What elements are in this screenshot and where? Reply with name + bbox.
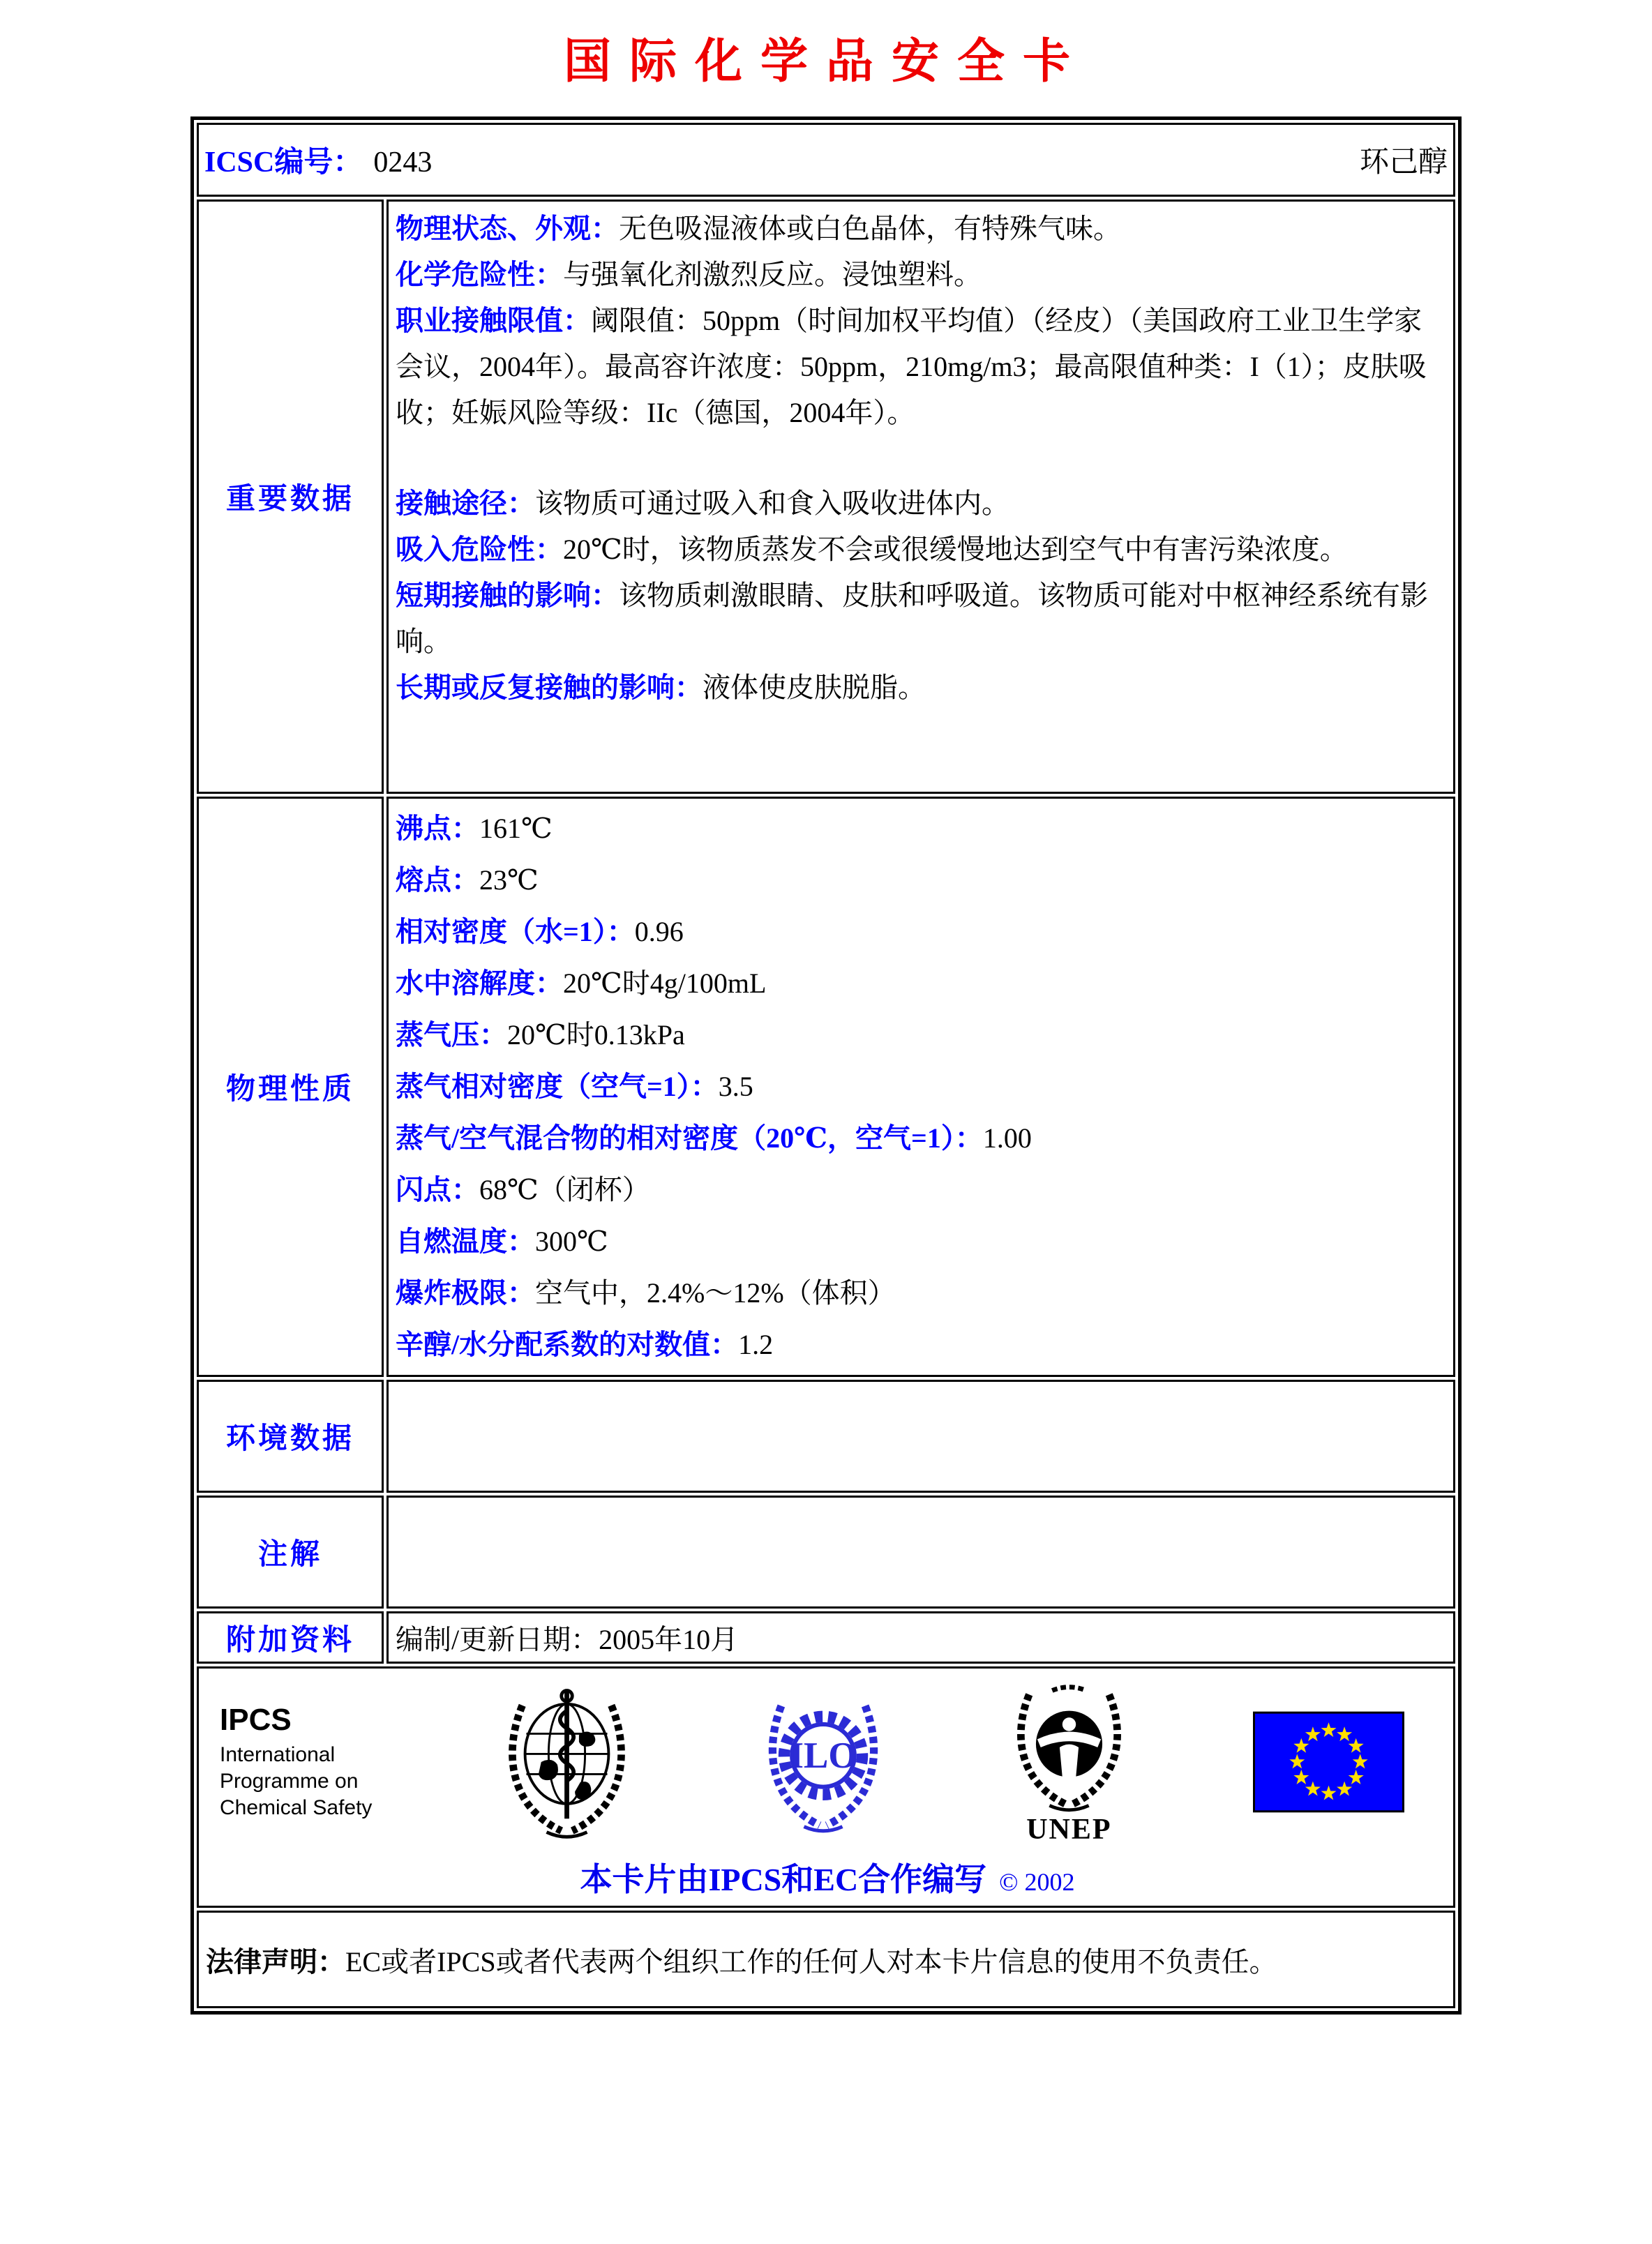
notes-content bbox=[386, 1496, 1455, 1609]
item-value: 阈限值：50ppm（时间加权平均值）（经皮）（美国政府工业卫生学家会议，2004年）。最高容许浓度：50ppm，210mg/m3；最高限值种类：I（1）；皮肤吸收；妊娠风险等级：IIc（德国，2004年）。 bbox=[396, 305, 1427, 428]
section-label-physical-properties: 物理性质 bbox=[197, 797, 384, 1377]
section-label-notes: 注解 bbox=[197, 1496, 384, 1609]
important-data-content bbox=[386, 199, 1455, 794]
logos-row bbox=[197, 1666, 1455, 1908]
unep-logo-icon bbox=[1012, 1678, 1127, 1846]
header-row bbox=[197, 123, 1455, 197]
header-cell bbox=[197, 123, 1455, 197]
data-item bbox=[396, 803, 1446, 854]
legal-text: EC或者IPCS或者代表两个组织工作的任何人对本卡片信息的使用不负责任。 bbox=[345, 1945, 1277, 1978]
item-key: 相对密度（水=1）： bbox=[396, 916, 635, 947]
ilo-logo-icon bbox=[761, 1687, 885, 1837]
item-value: 300℃ bbox=[535, 1226, 608, 1257]
item-value: 1.00 bbox=[982, 1122, 1032, 1154]
icsc-number-label: ICSC编号： bbox=[204, 146, 363, 179]
data-item bbox=[396, 854, 1446, 906]
additional-info-content bbox=[386, 1611, 1455, 1664]
item-value: 与强氧化剂激烈反应。浸蚀塑料。 bbox=[563, 259, 982, 290]
item-key: 接触途径： bbox=[396, 488, 535, 519]
item-value: 20℃时，该物质蒸发不会或很缓慢地达到空气中有害污染浓度。 bbox=[563, 534, 1348, 565]
item-key: 爆炸极限： bbox=[396, 1277, 535, 1309]
section-label-environmental-data: 环境数据 bbox=[197, 1380, 384, 1493]
section-label-important-data: 重要数据 bbox=[197, 199, 384, 794]
item-value: 23℃ bbox=[479, 864, 539, 896]
unep-caption: UNEP bbox=[1026, 1814, 1112, 1846]
item-key: 辛醇/水分配系数的对数值： bbox=[396, 1329, 739, 1360]
additional-info-row bbox=[197, 1611, 1455, 1664]
update-date: 编制/更新日期：2005年10月 bbox=[396, 1624, 739, 1655]
data-item bbox=[396, 1216, 1446, 1267]
legal-statement bbox=[197, 1911, 1455, 2008]
item-value: 3.5 bbox=[718, 1071, 753, 1102]
item-key: 水中溶解度： bbox=[396, 967, 563, 999]
data-item bbox=[396, 958, 1446, 1009]
safety-card-table bbox=[190, 116, 1462, 2015]
copyright: © 2002 bbox=[999, 1868, 1075, 1896]
item-key: 熔点： bbox=[396, 864, 479, 896]
item-value: 68℃（闭杯） bbox=[479, 1174, 650, 1205]
environmental-data-content bbox=[386, 1380, 1455, 1493]
data-item bbox=[396, 906, 1446, 958]
item-key: 蒸气/空气混合物的相对密度（20℃，空气=1）： bbox=[396, 1122, 983, 1154]
item-value: 该物质可通过吸入和食入吸收进体内。 bbox=[535, 488, 1009, 519]
data-item bbox=[396, 1164, 1446, 1216]
data-item bbox=[396, 252, 1446, 298]
ipcs-line: International bbox=[220, 1743, 336, 1766]
data-item bbox=[396, 1113, 1446, 1164]
item-key: 沸点： bbox=[396, 813, 479, 844]
physical-properties-content bbox=[386, 797, 1455, 1377]
eu-flag-icon bbox=[1253, 1711, 1404, 1813]
environmental-data-row bbox=[197, 1380, 1455, 1493]
data-item bbox=[396, 1009, 1446, 1061]
data-item bbox=[396, 206, 1446, 252]
item-value: 20℃时4g/100mL bbox=[563, 967, 767, 999]
notes-row bbox=[197, 1496, 1455, 1609]
page-title: 国际化学品安全卡 bbox=[563, 35, 1088, 88]
credit-line bbox=[216, 1854, 1439, 1900]
ipcs-name: IPCS bbox=[220, 1703, 292, 1737]
data-item bbox=[396, 1061, 1446, 1113]
item-key: 化学危险性： bbox=[396, 259, 563, 290]
icsc-card-page bbox=[0, 24, 1652, 2244]
item-value: 无色吸湿液体或白色晶体，有特殊气味。 bbox=[619, 213, 1121, 244]
item-value: 20℃时0.13kPa bbox=[507, 1019, 685, 1051]
item-key: 职业接触限值： bbox=[396, 305, 591, 336]
item-key: 闪点： bbox=[396, 1174, 479, 1205]
ipcs-block bbox=[220, 1703, 372, 1821]
item-value: 0.96 bbox=[634, 916, 684, 947]
item-value: 161℃ bbox=[479, 813, 553, 844]
icsc-number: 0243 bbox=[373, 146, 433, 179]
item-key: 蒸气相对密度（空气=1）： bbox=[396, 1071, 719, 1102]
data-item bbox=[396, 527, 1446, 573]
svg-text:ILO: ILO bbox=[789, 1735, 857, 1777]
ipcs-line: Chemical Safety bbox=[220, 1796, 373, 1819]
data-item bbox=[396, 481, 1446, 527]
item-key: 自燃温度： bbox=[396, 1226, 535, 1257]
legal-label: 法律声明： bbox=[206, 1945, 345, 1978]
data-item bbox=[396, 665, 1446, 711]
data-item bbox=[396, 573, 1446, 665]
important-data-row bbox=[197, 199, 1455, 794]
who-logo-icon bbox=[499, 1681, 635, 1843]
data-item bbox=[396, 1267, 1446, 1319]
item-key: 吸入危险性： bbox=[396, 534, 563, 565]
ipcs-line: Programme on bbox=[220, 1770, 359, 1793]
item-key: 蒸气压： bbox=[396, 1019, 507, 1051]
legal-row bbox=[197, 1911, 1455, 2008]
item-value: 该物质刺激眼睛、皮肤和呼吸道。该物质可能对中枢神经系统有影响。 bbox=[396, 580, 1428, 657]
item-value: 1.2 bbox=[738, 1329, 774, 1360]
item-value: 空气中，2.4%～12%（体积） bbox=[535, 1277, 896, 1309]
credit-text: 本卡片由IPCS和EC合作编写 bbox=[580, 1862, 987, 1897]
item-key: 物理状态、外观： bbox=[396, 213, 619, 244]
item-value: 液体使皮肤脱脂。 bbox=[703, 672, 926, 703]
icsc-number-group bbox=[204, 139, 432, 181]
physical-properties-row bbox=[197, 797, 1455, 1377]
item-key: 长期或反复接触的影响： bbox=[396, 672, 703, 703]
data-item bbox=[396, 298, 1446, 436]
section-label-additional-info: 附加资料 bbox=[197, 1611, 384, 1664]
logos-cell bbox=[197, 1666, 1455, 1908]
data-item bbox=[396, 1319, 1446, 1371]
chemical-name: 环己醇 bbox=[1359, 146, 1448, 179]
item-key: 短期接触的影响： bbox=[396, 580, 619, 611]
